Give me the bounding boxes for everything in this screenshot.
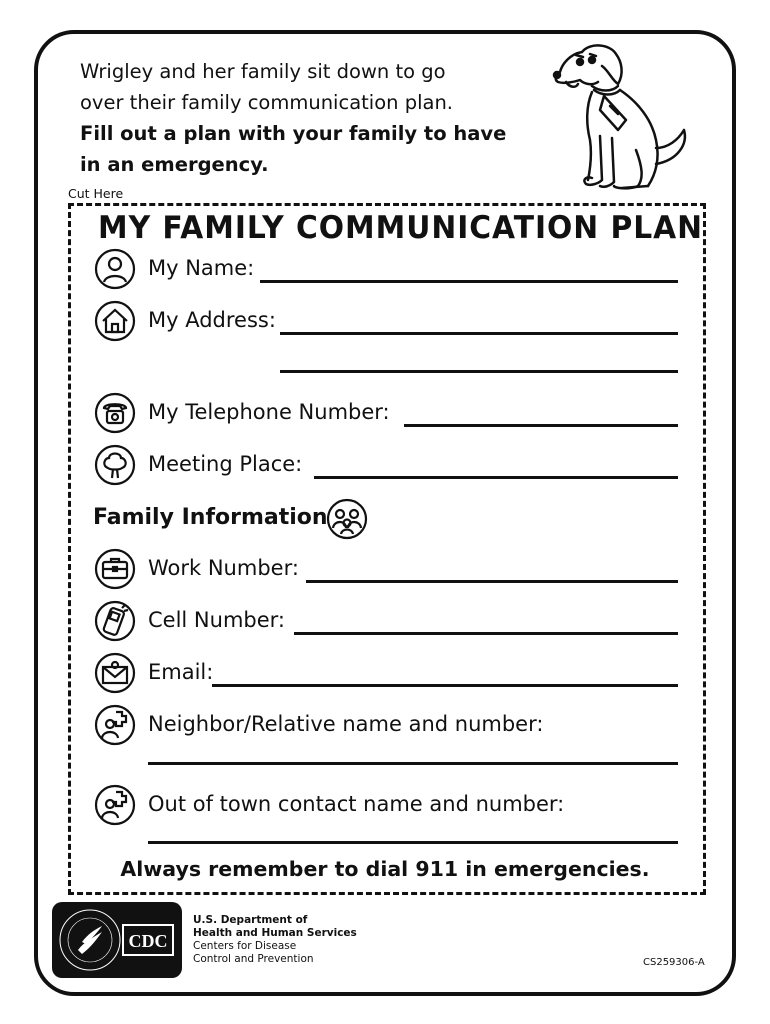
- intro-line-3: Fill out a plan with your family to have: [80, 122, 507, 145]
- address-row: [94, 300, 684, 346]
- publication-code: CS259306-A: [643, 957, 705, 968]
- intro-line-2: over their family communication plan.: [80, 91, 454, 114]
- family-information-heading: Family Information: [93, 505, 328, 530]
- intro-line-1: Wrigley and her family sit down to go: [80, 60, 446, 83]
- dept-line-4: Control and Prevention: [193, 953, 314, 965]
- work-number-field[interactable]: [306, 580, 678, 583]
- cell-number-row: [94, 600, 684, 646]
- email-field[interactable]: [212, 684, 678, 687]
- telephone-row: [94, 392, 684, 438]
- neighbor-contact-icon: [94, 704, 136, 746]
- cell-phone-icon: [94, 600, 136, 642]
- person-icon: [94, 248, 136, 290]
- briefcase-icon: [94, 548, 136, 590]
- cdc-logo-text: CDC: [128, 931, 168, 951]
- dept-line-1: U.S. Department of: [193, 914, 308, 926]
- cell-number-label: Cell Number:: [148, 608, 285, 632]
- out-of-town-field[interactable]: [148, 841, 678, 844]
- cell-number-field[interactable]: [294, 632, 678, 635]
- cut-here-label: Cut Here: [68, 186, 124, 201]
- work-number-row: [94, 548, 684, 594]
- address-field-line-2[interactable]: [280, 370, 678, 373]
- meeting-row: [94, 444, 684, 490]
- email-row: [94, 652, 684, 698]
- out-of-town-row: [94, 784, 684, 830]
- hhs-department-text: [193, 914, 357, 966]
- email-envelope-icon: [94, 652, 136, 694]
- work-number-label: Work Number:: [148, 556, 299, 580]
- name-field[interactable]: [260, 280, 678, 283]
- family-group-icon: [326, 498, 368, 540]
- house-icon: [94, 300, 136, 342]
- telephone-field[interactable]: [404, 424, 678, 427]
- address-label: My Address:: [148, 308, 276, 332]
- telephone-label: My Telephone Number:: [148, 400, 390, 424]
- out-of-town-contact-icon: [94, 784, 136, 826]
- hhs-cdc-logo: [52, 902, 182, 978]
- address-field-line-1[interactable]: [280, 332, 678, 335]
- meeting-label: Meeting Place:: [148, 452, 303, 476]
- name-row: [94, 248, 684, 294]
- meeting-field[interactable]: [314, 476, 678, 479]
- emergency-reminder: Always remember to dial 911 in emergencies.: [120, 857, 650, 881]
- dept-line-3: Centers for Disease: [193, 940, 297, 952]
- out-of-town-label: Out of town contact name and number:: [148, 792, 565, 816]
- plan-title: MY FAMILY COMMUNICATION PLAN: [98, 210, 704, 246]
- wrigley-dog-illustration: [552, 40, 694, 196]
- neighbor-row: [94, 704, 684, 750]
- name-label: My Name:: [148, 256, 255, 280]
- intro-text: [80, 56, 540, 180]
- neighbor-field[interactable]: [148, 762, 678, 765]
- neighbor-label: Neighbor/Relative name and number:: [148, 712, 544, 736]
- email-label: Email:: [148, 660, 214, 684]
- telephone-icon: [94, 392, 136, 434]
- intro-line-4: in an emergency.: [80, 153, 269, 176]
- tree-icon: [94, 444, 136, 486]
- dept-line-2: Health and Human Services: [193, 927, 357, 939]
